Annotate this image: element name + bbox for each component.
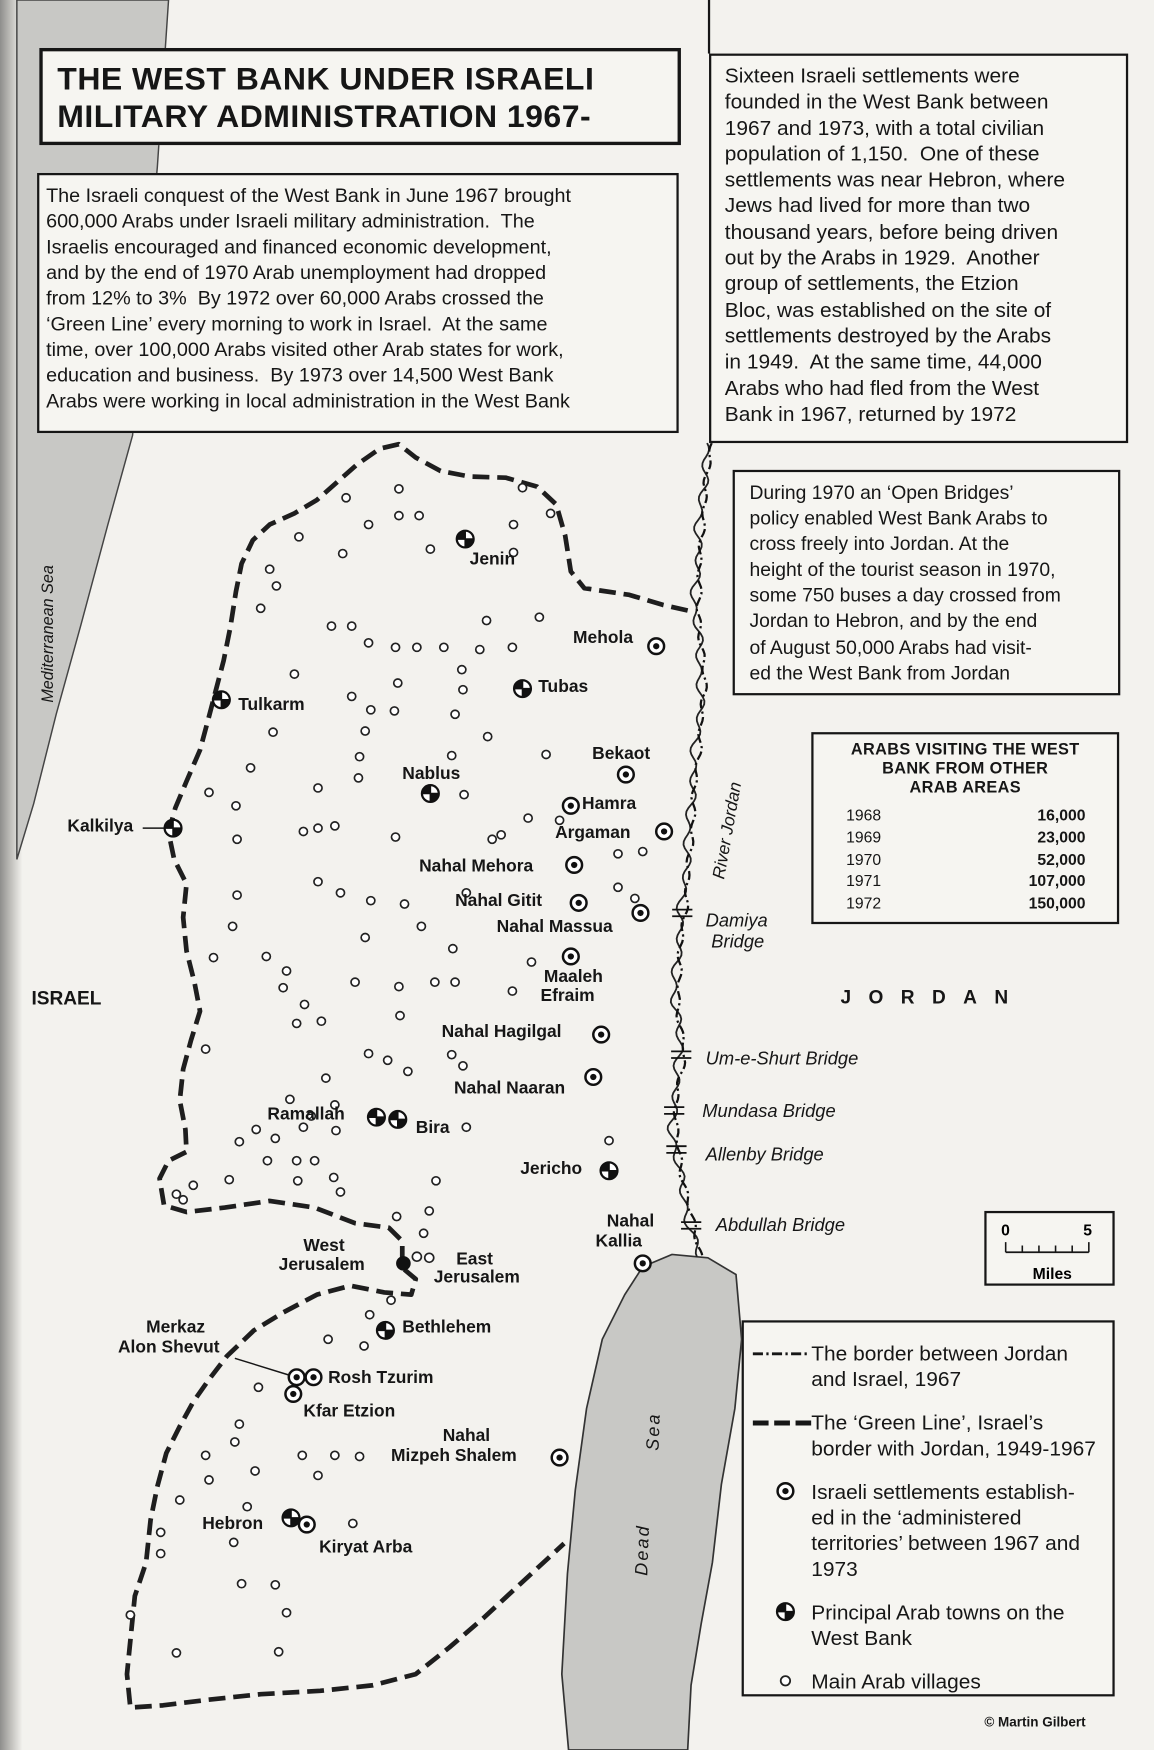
settlements-text-line: Bloc, was established on the site of <box>724 297 1052 322</box>
village-marker <box>275 1648 283 1656</box>
village-marker <box>348 692 356 700</box>
east-jerusalem-marker <box>425 1253 434 1262</box>
merkaz-leader-line <box>235 1358 289 1375</box>
village-marker <box>639 848 647 856</box>
village-marker <box>367 706 375 714</box>
settlement-label-nahal-gitit: Nahal Gitit <box>455 890 543 911</box>
village-icon <box>751 1669 812 1695</box>
village-marker <box>279 984 287 992</box>
village-marker <box>527 958 535 966</box>
village-marker <box>233 891 241 899</box>
bridge-label-um-e-shurt: Um-e-Shurt Bridge <box>705 1047 859 1069</box>
legend-text: ed in the ‘administered <box>811 1505 1022 1530</box>
scale-end-label: 5 <box>1083 1222 1092 1240</box>
settlements-text-line: population of 1,150. One of these <box>724 141 1040 166</box>
village-marker <box>426 545 434 553</box>
village-marker <box>290 670 298 678</box>
settlement-icon-nahal-naaran <box>585 1069 601 1085</box>
village-marker <box>387 1296 395 1304</box>
village-marker <box>252 1125 260 1133</box>
table-row <box>814 827 1117 849</box>
village-marker <box>448 1051 456 1059</box>
village-marker <box>247 764 255 772</box>
village-marker <box>462 1123 470 1131</box>
village-marker <box>269 728 277 736</box>
village-marker <box>458 666 466 674</box>
jordan-label: JORDAN <box>840 987 1026 1009</box>
village-marker <box>189 1181 197 1189</box>
settlement-label-nahal-2: Nahal <box>442 1424 491 1445</box>
dead-sea-label-sea: Sea <box>642 1411 664 1452</box>
village-marker <box>476 646 484 654</box>
village-marker <box>451 978 459 986</box>
town-label-bethlehem: Bethlehem <box>402 1316 492 1337</box>
village-marker <box>266 565 274 573</box>
town-icon <box>751 1599 812 1625</box>
settlement-icon-mehola <box>648 638 664 654</box>
village-marker <box>391 833 399 841</box>
village-marker <box>614 883 622 891</box>
river-course <box>668 443 709 1257</box>
jordan-israel-border-1967 <box>674 443 712 1257</box>
table-year: 1968 <box>846 805 882 824</box>
village-marker <box>614 850 622 858</box>
village-marker <box>322 1074 330 1082</box>
bridge-label-abdullah: Abdullah Bridge <box>715 1214 846 1236</box>
settlement-label-kiryat-arba: Kiryat Arba <box>319 1536 413 1557</box>
israel-label: ISRAEL <box>31 988 102 1010</box>
east-jerusalem-label-2: Jerusalem <box>433 1266 520 1287</box>
village-marker <box>396 1012 404 1020</box>
settlement-label-maaleh: Maaleh <box>543 966 603 987</box>
village-marker <box>257 604 265 612</box>
village-marker <box>262 952 270 960</box>
village-marker <box>459 686 467 694</box>
bridge-label-mundasa: Mundasa Bridge <box>702 1100 836 1122</box>
settlement-icon-nahal-kallia <box>635 1256 651 1272</box>
village-marker <box>293 1019 301 1027</box>
village-marker <box>605 1137 613 1145</box>
village-marker <box>432 1177 440 1185</box>
village-marker <box>459 1062 467 1070</box>
village-marker <box>231 1438 239 1446</box>
town-label-nablus: Nablus <box>402 763 461 784</box>
village-marker <box>300 1000 308 1008</box>
settlement-label-nahal-mehora: Nahal Mehora <box>419 855 534 876</box>
legend <box>742 1320 1115 1696</box>
village-marker <box>336 889 344 897</box>
village-marker <box>229 922 237 930</box>
village-marker <box>339 550 347 558</box>
table-visitors: 150,000 <box>1028 894 1086 913</box>
village-marker <box>205 788 213 796</box>
village-marker <box>508 987 516 995</box>
village-marker <box>361 727 369 735</box>
open-bridges-line: ed the West Bank from Jordan <box>749 661 1010 684</box>
west-jerusalem-marker <box>396 1256 411 1271</box>
river-jordan-label: River Jordan <box>708 780 746 881</box>
village-marker <box>361 933 369 941</box>
intro-line: 600,000 Arabs under Israeli military administration. The <box>46 209 535 233</box>
town-label-tulkarm: Tulkarm <box>238 693 305 714</box>
town-icon-hebron <box>283 1509 300 1526</box>
town-label-kalkilya: Kalkilya <box>67 815 134 836</box>
village-marker <box>238 1580 246 1588</box>
village-marker <box>172 1649 180 1657</box>
village-marker <box>348 622 356 630</box>
legend-text: and Israel, 1967 <box>811 1367 962 1391</box>
village-marker <box>294 1177 302 1185</box>
village-marker <box>404 1067 412 1075</box>
legend-text: border with Jordan, 1949-1967 <box>811 1436 1096 1460</box>
intro-line: and by the end of 1970 Arab unemployment had dropped <box>46 261 547 284</box>
bridge-label-allenby: Allenby Bridge <box>705 1143 824 1165</box>
village-marker <box>230 1538 238 1546</box>
settlement-icon-hamra <box>563 798 579 814</box>
settlement-icon-nahal-massua <box>633 905 649 921</box>
town-icon-ramallah <box>368 1109 385 1126</box>
village-marker <box>460 791 468 799</box>
town-icon-jenin <box>457 531 474 548</box>
settlements-text-line: Sixteen Israeli settlements were <box>724 63 1020 88</box>
town-icon-tubas <box>514 680 531 697</box>
village-marker <box>349 1519 357 1527</box>
settlement-label-rosh-tzurim: Rosh Tzurim <box>328 1366 434 1387</box>
village-marker <box>179 1196 187 1204</box>
village-marker <box>488 835 496 843</box>
town-label-bira: Bira <box>415 1116 450 1137</box>
open-bridges-line: During 1970 an ‘Open Bridges’ <box>749 481 1014 504</box>
table-row <box>814 893 1117 915</box>
title-line-1: THE WEST BANK UNDER ISRAELI <box>57 61 595 98</box>
settlements-text-line: in 1949. At the same time, 44,000 <box>724 349 1042 374</box>
legend-text: The ‘Green Line’, Israel’s <box>811 1410 1044 1435</box>
table-row <box>814 871 1117 893</box>
intro-line: Arabs were working in local administration in the West Bank <box>46 389 570 412</box>
village-marker <box>271 1134 279 1142</box>
settlement-label-kfar-etzion: Kfar Etzion <box>303 1400 396 1421</box>
village-marker <box>202 1045 210 1053</box>
legend-item-towns <box>751 1599 1113 1650</box>
legend-text: 1973 <box>811 1556 858 1581</box>
settlement-label-kallia: Kallia <box>595 1230 642 1251</box>
village-marker <box>243 1503 251 1511</box>
settlement-icon-maaleh-efraim <box>563 949 579 965</box>
village-marker <box>449 945 457 953</box>
town-label-ramallah: Ramallah <box>267 1103 345 1124</box>
village-marker <box>282 967 290 975</box>
settlement-icon-nahal-hagilgal <box>593 1027 609 1043</box>
village-marker <box>497 831 505 839</box>
scale-ticks <box>1006 1242 1089 1252</box>
intro-line: from 12% to 3% By 1972 over 60,000 Arabs crossed the <box>46 286 544 310</box>
settlement-label-efraim: Efraim <box>540 985 595 1006</box>
mediterranean-sea-label: Mediterranean Sea <box>38 565 57 703</box>
table-visitors: 16,000 <box>1037 805 1086 824</box>
intro-text-box <box>37 173 679 433</box>
village-marker <box>631 894 639 902</box>
east-jerusalem-label-1: East <box>456 1248 493 1269</box>
open-bridges-line: policy enabled West Bank Arabs to <box>749 506 1048 530</box>
village-marker <box>425 1207 433 1215</box>
settlement-icon <box>751 1479 812 1505</box>
village-marker <box>365 1050 373 1058</box>
settlement-label-nahal-naaran: Nahal Naaran <box>453 1077 566 1098</box>
open-bridges-line: Jordan to Hebron, and by the end <box>749 609 1038 633</box>
village-marker <box>332 1127 340 1135</box>
village-marker <box>354 774 362 782</box>
settlement-label-bekaot: Bekaot <box>592 742 651 763</box>
village-marker <box>431 978 439 986</box>
village-marker <box>157 1550 165 1558</box>
legend-item-green-line <box>751 1410 1113 1461</box>
dead-sea-label-dead: Dead <box>631 1523 654 1577</box>
village-marker <box>366 1311 374 1319</box>
settlements-text-line: thousand years, before being driven <box>724 219 1059 244</box>
village-marker <box>314 784 322 792</box>
village-marker <box>251 1467 259 1475</box>
title-line-2: MILITARY ADMINISTRATION 1967- <box>57 99 592 136</box>
village-marker <box>542 750 550 758</box>
village-marker <box>331 822 339 830</box>
settlement-label-mehola: Mehola <box>573 626 634 647</box>
table-year: 1971 <box>846 872 882 890</box>
town-icon-jericho <box>601 1162 618 1179</box>
legend-text: territories’ between 1967 and <box>811 1531 1080 1555</box>
scale-bar-box <box>984 1211 1114 1286</box>
village-marker <box>484 733 492 741</box>
settlements-text-line: Bank in 1967, returned by 1972 <box>724 401 1017 426</box>
legend-item-settlements <box>751 1479 1113 1582</box>
settlement-icon-bekaot <box>618 767 634 783</box>
village-marker <box>299 827 307 835</box>
village-marker <box>413 643 421 651</box>
village-marker <box>417 922 425 930</box>
bridge-label-damiya-2: Bridge <box>711 930 765 952</box>
town-icon-nablus <box>422 785 439 802</box>
village-marker <box>395 983 403 991</box>
town-label-jericho: Jericho <box>520 1158 583 1179</box>
village-marker <box>295 533 303 541</box>
settlements-text-line: Jews had lived for more than two <box>724 193 1031 218</box>
table-visitors: 23,000 <box>1037 827 1086 846</box>
village-marker <box>393 1212 401 1220</box>
town-label-jenin: Jenin <box>469 548 516 569</box>
open-bridges-line: some 750 buses a day crossed from <box>749 584 1061 607</box>
village-marker <box>367 897 375 905</box>
east-jerusalem-marker <box>412 1252 421 1261</box>
table-year: 1969 <box>846 827 882 846</box>
village-marker <box>225 1176 233 1184</box>
river-jordan <box>668 443 712 1257</box>
intro-line: education and business. By 1973 over 14,500 West Bank <box>46 363 554 387</box>
village-marker <box>391 643 399 651</box>
settlement-label-nahal-massua: Nahal Massua <box>496 915 613 936</box>
settlements-text-line: founded in the West Bank between <box>724 89 1049 114</box>
title-box <box>39 48 681 145</box>
settlement-label-nahal-hagilgal: Nahal Hagilgal <box>441 1020 562 1041</box>
settlement-label-mizpeh-shalem: Mizpeh Shalem <box>391 1444 517 1465</box>
village-marker <box>314 1471 322 1479</box>
village-markers <box>126 484 646 1657</box>
intro-line: ‘Green Line’ every morning to work in Israel. At the same <box>46 312 548 335</box>
village-marker <box>311 1157 319 1165</box>
village-marker <box>390 707 398 715</box>
settlements-text-line: settlements was near Hebron, where <box>724 167 1066 192</box>
open-bridges-text-box <box>733 470 1121 695</box>
settlement-label-merkaz: Merkaz <box>146 1316 206 1337</box>
bridge-label-damiya: Damiya <box>705 909 768 931</box>
village-marker <box>336 1188 344 1196</box>
open-bridges-line: of August 50,000 Arabs had visit- <box>749 635 1032 658</box>
legend-text: West Bank <box>811 1626 912 1650</box>
intro-line: time, over 100,000 Arabs visited other Arab states for work, <box>46 338 564 361</box>
town-label-tubas: Tubas <box>538 676 589 696</box>
credit-label: © Martin Gilbert <box>984 1714 1086 1730</box>
village-marker <box>293 1157 301 1165</box>
legend-text: Principal Arab towns on the <box>811 1600 1065 1624</box>
thick-dashed-line-icon <box>751 1410 812 1436</box>
village-marker <box>524 814 532 822</box>
village-marker <box>365 639 373 647</box>
village-marker <box>360 1342 368 1350</box>
west-jerusalem-label-2: Jerusalem <box>278 1254 365 1275</box>
village-marker <box>535 613 543 621</box>
settlement-icon-nahal-gitit <box>571 895 587 911</box>
village-marker <box>271 1581 279 1589</box>
table-row <box>814 805 1117 827</box>
village-marker <box>440 643 448 651</box>
village-marker <box>272 582 280 590</box>
village-marker <box>235 1420 243 1428</box>
settlement-label-hamra: Hamra <box>582 793 637 814</box>
legend-text: Main Arab villages <box>811 1669 981 1694</box>
village-marker <box>209 954 217 962</box>
scale-unit-label: Miles <box>1032 1266 1072 1284</box>
village-marker <box>299 1123 307 1131</box>
village-marker <box>233 835 241 843</box>
village-marker <box>400 900 408 908</box>
settlement-icon-nahal-mehora <box>566 857 582 873</box>
legend-item-border-1967 <box>751 1340 1113 1391</box>
table-visitors: 52,000 <box>1037 849 1086 868</box>
west-jerusalem-label-1: West <box>303 1235 345 1256</box>
village-marker <box>314 878 322 886</box>
village-marker <box>356 753 364 761</box>
village-marker <box>254 1383 262 1391</box>
settlement-icon-argaman <box>656 824 672 840</box>
village-marker <box>330 1173 338 1181</box>
intro-line: Israelis encouraged and financed economic development, <box>46 235 552 258</box>
village-marker <box>157 1528 165 1536</box>
settlements-text-line: out by the Arabs in 1929. Another <box>724 245 1040 270</box>
table-title-line: ARABS VISITING THE WEST <box>850 741 1080 759</box>
village-marker <box>356 1452 364 1460</box>
village-marker <box>482 617 490 625</box>
settlement-icon-rosh-tzurim <box>306 1369 322 1385</box>
table-year: 1972 <box>846 894 882 913</box>
table-year: 1970 <box>846 849 882 868</box>
settlement-label-alon-shevut: Alon Shevut <box>117 1336 220 1357</box>
table-row <box>814 849 1117 871</box>
open-bridges-line: cross freely into Jordan. At the <box>749 532 1010 555</box>
village-marker <box>205 1476 213 1484</box>
village-marker <box>518 484 526 492</box>
table-visitors: 107,000 <box>1028 872 1086 890</box>
village-marker <box>282 1609 290 1617</box>
village-marker <box>342 494 350 502</box>
settlements-text-line: group of settlements, the Etzion <box>724 271 1019 296</box>
village-marker <box>395 485 403 493</box>
town-icon-bira <box>389 1111 406 1128</box>
town-label-hebron: Hebron <box>202 1513 264 1534</box>
settlement-icon-merkaz-alon-shevut <box>289 1369 305 1385</box>
settlements-text-box <box>709 54 1128 444</box>
village-marker <box>384 1056 392 1064</box>
open-bridges-line: height of the tourist season in 1970, <box>749 558 1056 581</box>
intro-line: The Israeli conquest of the West Bank in June 1967 brought <box>46 184 572 207</box>
scale-start-label: 0 <box>1001 1222 1010 1240</box>
settlements-text-line: settlements destroyed by the Arabs <box>724 323 1052 348</box>
village-marker <box>395 512 403 520</box>
village-marker <box>298 1451 306 1459</box>
village-marker <box>420 1229 428 1237</box>
village-marker <box>317 1017 325 1025</box>
legend-text: The border between Jordan <box>811 1341 1068 1365</box>
legend-item-villages <box>751 1669 1113 1695</box>
village-marker <box>314 824 322 832</box>
village-marker <box>415 512 423 520</box>
village-marker <box>324 1335 332 1343</box>
village-marker <box>232 802 240 810</box>
settlement-icon-nahal-mizpeh-shalem <box>552 1450 568 1466</box>
village-marker <box>235 1138 243 1146</box>
settlement-icon-kiryat-arba <box>299 1517 315 1533</box>
dead-sea-area <box>562 1254 742 1750</box>
village-marker <box>508 643 516 651</box>
village-marker <box>448 752 456 760</box>
village-marker <box>547 509 555 517</box>
village-marker <box>202 1451 210 1459</box>
village-marker <box>509 521 517 529</box>
settlements-text-line: Arabs who had fled from the West <box>724 375 1040 400</box>
table-title-line: ARAB AREAS <box>909 779 1021 797</box>
settlement-label-argaman: Argaman <box>555 822 631 843</box>
village-marker <box>126 1611 134 1619</box>
village-marker <box>286 1095 294 1103</box>
village-marker <box>351 978 359 986</box>
legend-text: Israeli settlements establish- <box>811 1479 1075 1504</box>
village-marker <box>394 679 402 687</box>
town-icon-kalkilya <box>165 820 182 837</box>
visitors-table <box>811 732 1119 924</box>
town-icon-bethlehem <box>377 1322 394 1339</box>
table-title-line: BANK FROM OTHER <box>882 760 1049 778</box>
scale-bar <box>987 1213 1113 1283</box>
village-marker <box>451 710 459 718</box>
village-marker <box>176 1496 184 1504</box>
village-marker <box>263 1157 271 1165</box>
settlements-text-line: 1967 and 1973, with a total civilian <box>724 115 1045 140</box>
settlement-icon-kfar-etzion <box>285 1386 301 1402</box>
town-icon-tulkarm <box>213 691 230 708</box>
settlement-label-nahal: Nahal <box>606 1210 655 1231</box>
village-marker <box>331 1451 339 1459</box>
dash-dot-border-line-icon <box>751 1340 812 1366</box>
village-marker <box>365 521 373 529</box>
village-marker <box>327 622 335 630</box>
